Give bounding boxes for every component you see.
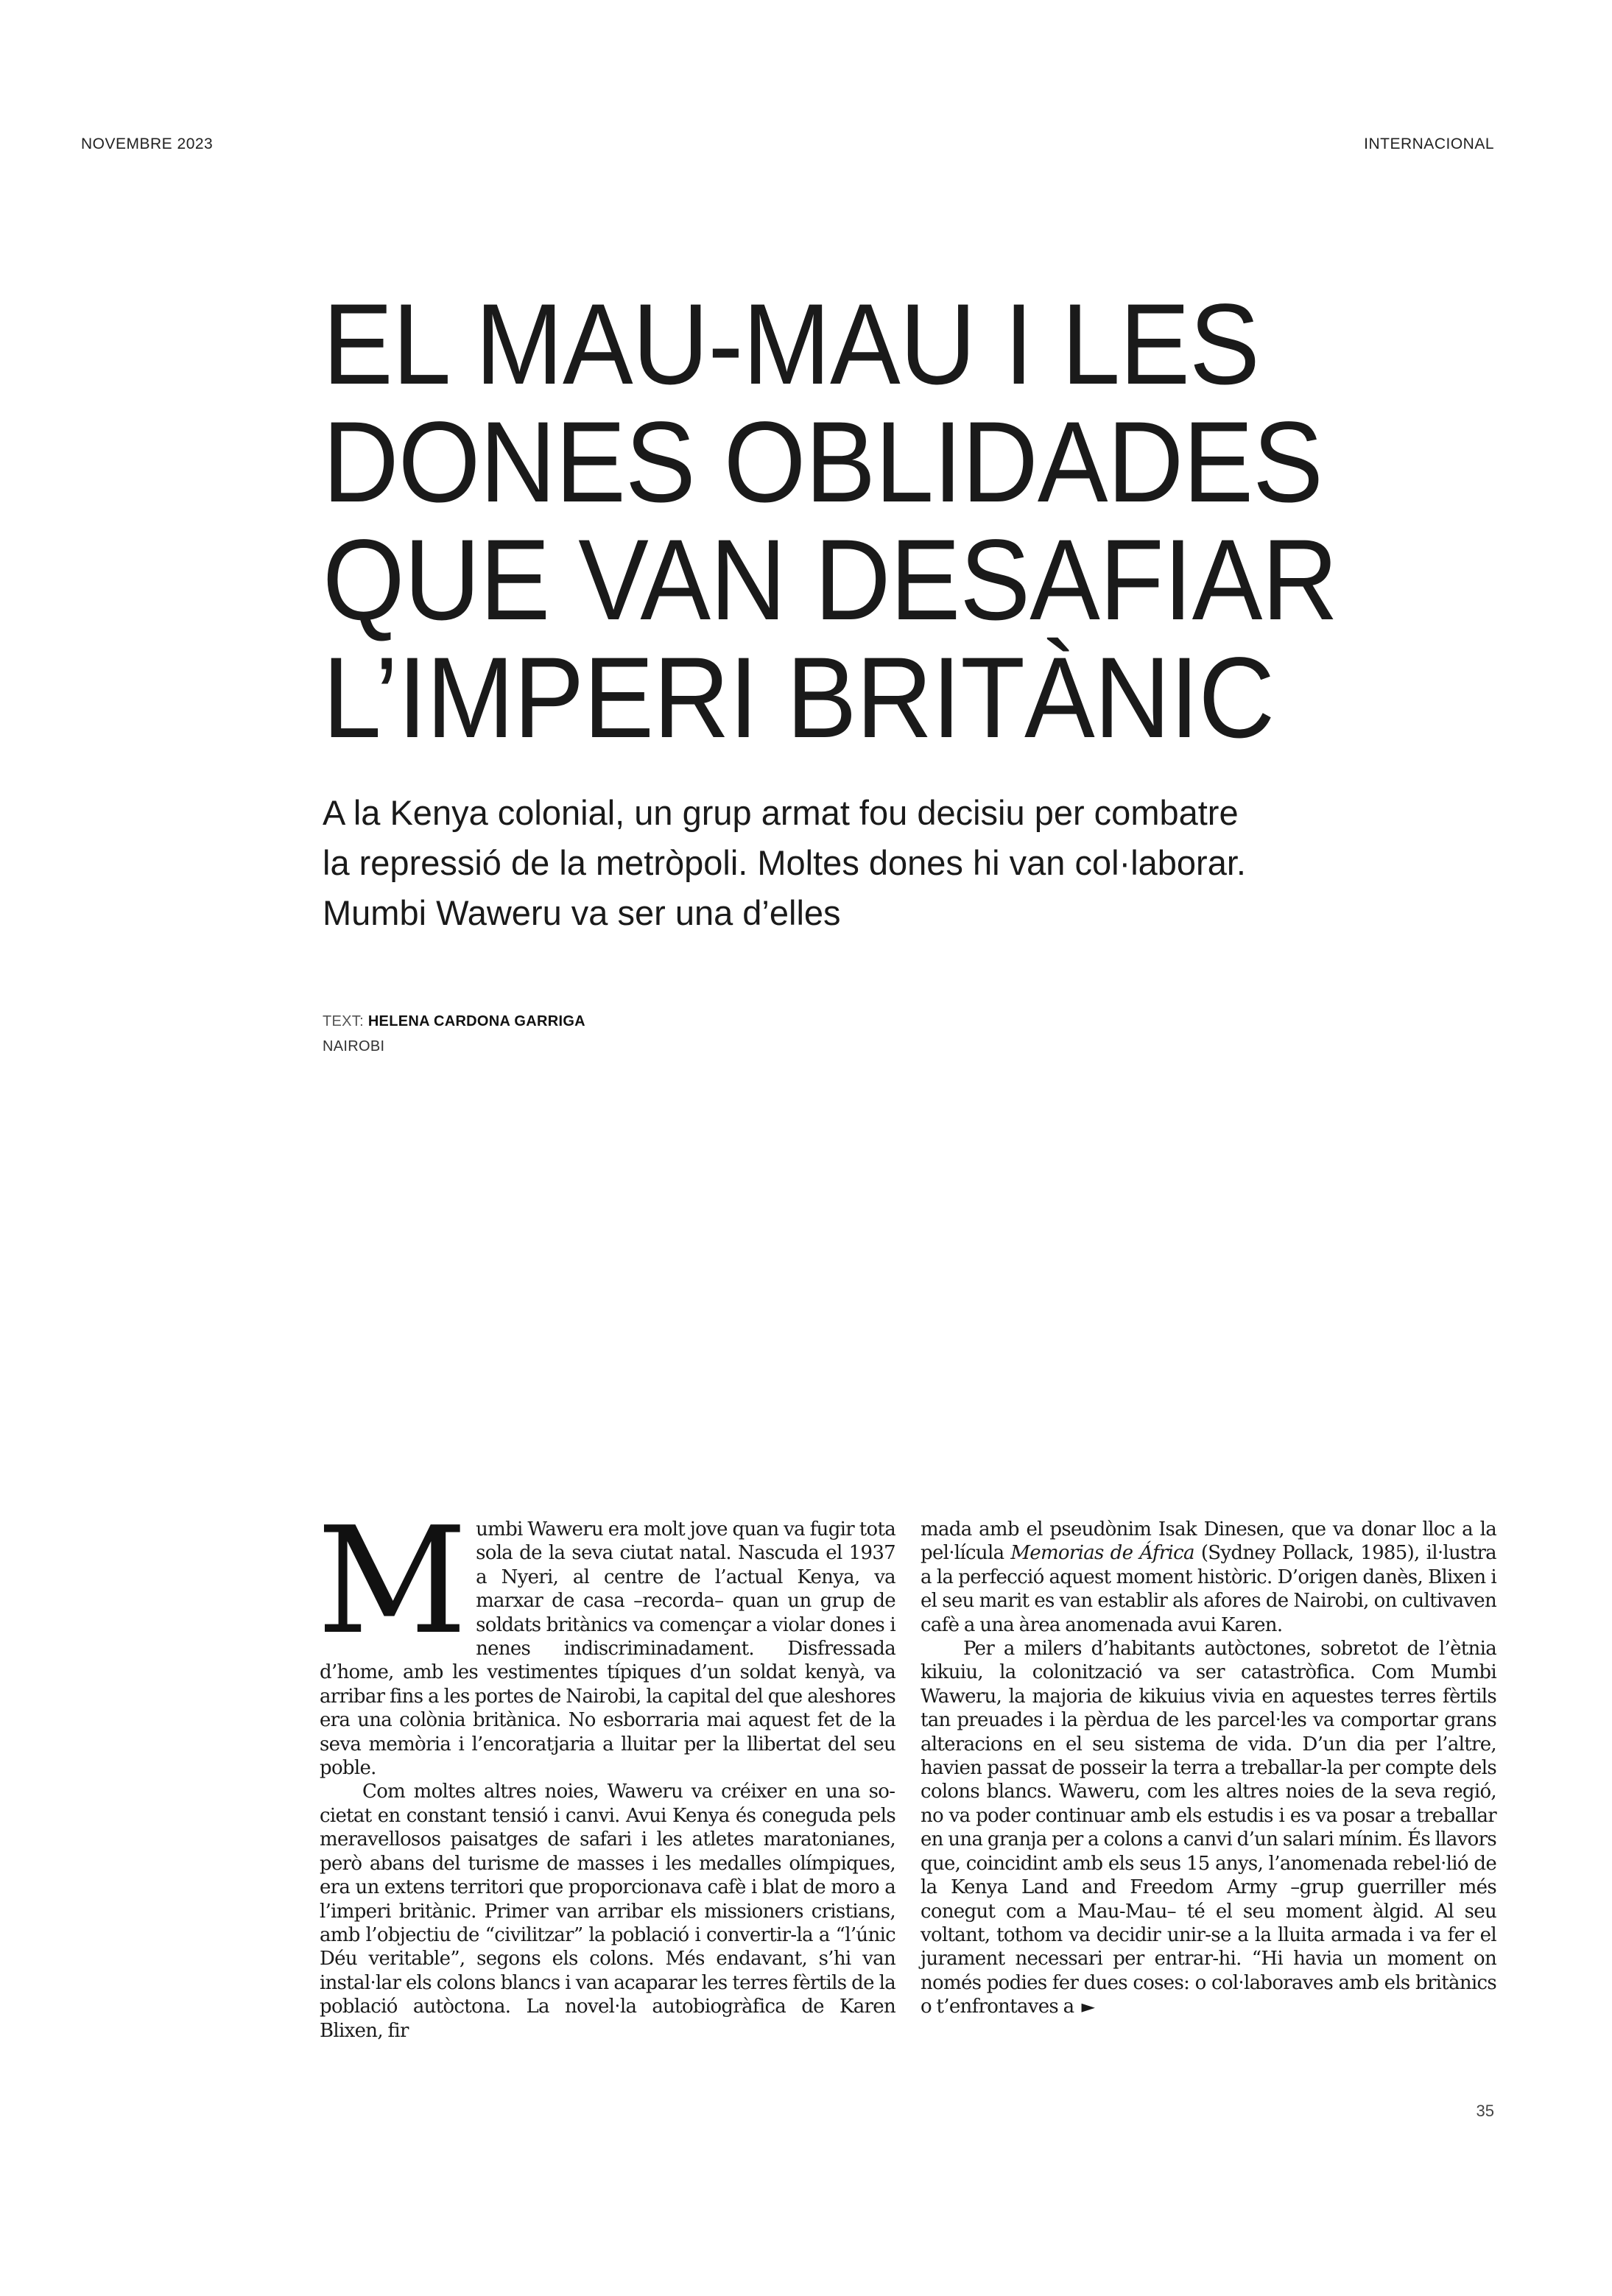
paragraph-text: Per a milers d’habitants autòctones, sobretot de l’ètnia kikuiu, la colonització va ser catastròfica. Com Mumbi Waweru, la majoria de kikuius vivia en aquestes terres fèrtils tan preuades i la pèrdua de les parcel·les va comportar grans alteracions en el seu sistema de vida. D’un dia per l’altre, havien passat de posseir la terra a treballar-la per compte dels colons blancs. Waweru, com les altres noies de la seva regió, no va poder continuar amb els estudis i es va posar a treballar en una granja per a colons a canvi d’un salari mínim. És llavors que, coincidint amb els seus 15 anys, l’anomenada rebel·lió de la Kenya Land and Freedom Army –grup guerriller més conegut com a Mau-Mau– té el seu moment àlgid. Al seu voltant, tothom va decidir unir-se a la lluita armada i va fer el jurament necessari per entrar-hi. “Hi havia un moment on només podies fer dues coses: o col·laboraves amb els britànics o t’enfrontaves a <box>921 1638 1496 2018</box>
page-number: 35 <box>1476 2102 1494 2120</box>
deck-line: la repressió de la metròpoli. Moltes dones hi van col·laborar. <box>323 843 1246 882</box>
section-label: INTERNACIONAL <box>1364 135 1494 152</box>
body-column-2 <box>921 1518 1496 2019</box>
article-deck <box>323 788 1471 938</box>
deck-line: Mumbi Waweru va ser una d’elles <box>323 893 841 932</box>
title-line: EL MAU-MAU I LES <box>323 281 1259 409</box>
deck-line: A la Kenya colonial, un grup armat fou decisiu per combatre <box>323 793 1239 832</box>
body-column-1 <box>317 1496 895 2043</box>
byline-author-row <box>323 1009 585 1034</box>
article-title <box>323 281 1379 762</box>
byline-label: TEXT: <box>323 1013 368 1029</box>
body-paragraph: Com moltes altres noies, Waweru va créixer en una societat en constant tensió i canvi. Avui Kenya és coneguda pels meravellosos paisatges de safari i les atletes maratonianes, però abans del turisme de masses i les medalles olímpiques, era un extens territori que proporcionava cafè i blat de moro a l’imperi britànic. Primer van arribar els missioners cristians, amb l’objectiu de “civilitzar” la població i convertir-la a “l’únic Déu veritable”, segons els colons. Més endavant, s’hi van instal·lar els colons blancs i van acaparar les terres fèrtils de la població autòctona. La novel·la autobiogràfica de Karen Blixen, fir <box>320 1781 895 2042</box>
title-line: L’IMPERI BRITÀNIC <box>323 634 1275 762</box>
continue-arrow-icon: ► <box>1081 1996 1095 2018</box>
title-line: DONES OBLIDADES <box>323 398 1323 527</box>
paragraph-text: mada amb el pseudònim Isak Dinesen, que va donar lloc a la pel·lícula <box>921 1518 1496 1565</box>
author-name: HELENA CARDONA GARRIGA <box>367 1013 585 1029</box>
paragraph-text: umbi Waweru era molt jove quan va fugir tota sola de la seva ciutat natal. Nascuda el 1937 a Nyeri, al centre de l’actual Kenya, va marxar de casa –recorda– quan un grup de soldats britànics va començar a violar dones i nenes indiscriminadament. Disfressada d’home, amb les vestimentes típiques d’un soldat kenyà, va arribar fins a les portes de Nairobi, la capital del que aleshores era una colònia britànica. No esborraria mai aquest fet de la seva memòria i l’encoratjaria a lluitar per la llibertat del seu poble. <box>320 1518 895 1780</box>
issue-date: NOVEMBRE 2023 <box>81 135 214 152</box>
body-paragraph <box>921 1637 1496 2019</box>
paragraph-text: (Sydney Pollack, 1985), il·lustra a la perfecció aquest moment històric. D’origen danès, Blixen i el seu marit es van establir als afores de Nairobi, on cultivaven cafè a una àrea anomenada avui Karen. <box>921 1542 1496 1636</box>
byline <box>323 1009 585 1059</box>
body-paragraph <box>921 1518 1496 1637</box>
body-paragraph <box>317 1496 895 1780</box>
film-title: Memorias de África <box>1010 1542 1194 1565</box>
title-line: QUE VAN DESAFIAR <box>323 516 1338 644</box>
byline-location: NAIROBI <box>323 1038 385 1054</box>
drop-cap: M <box>317 1496 468 1667</box>
